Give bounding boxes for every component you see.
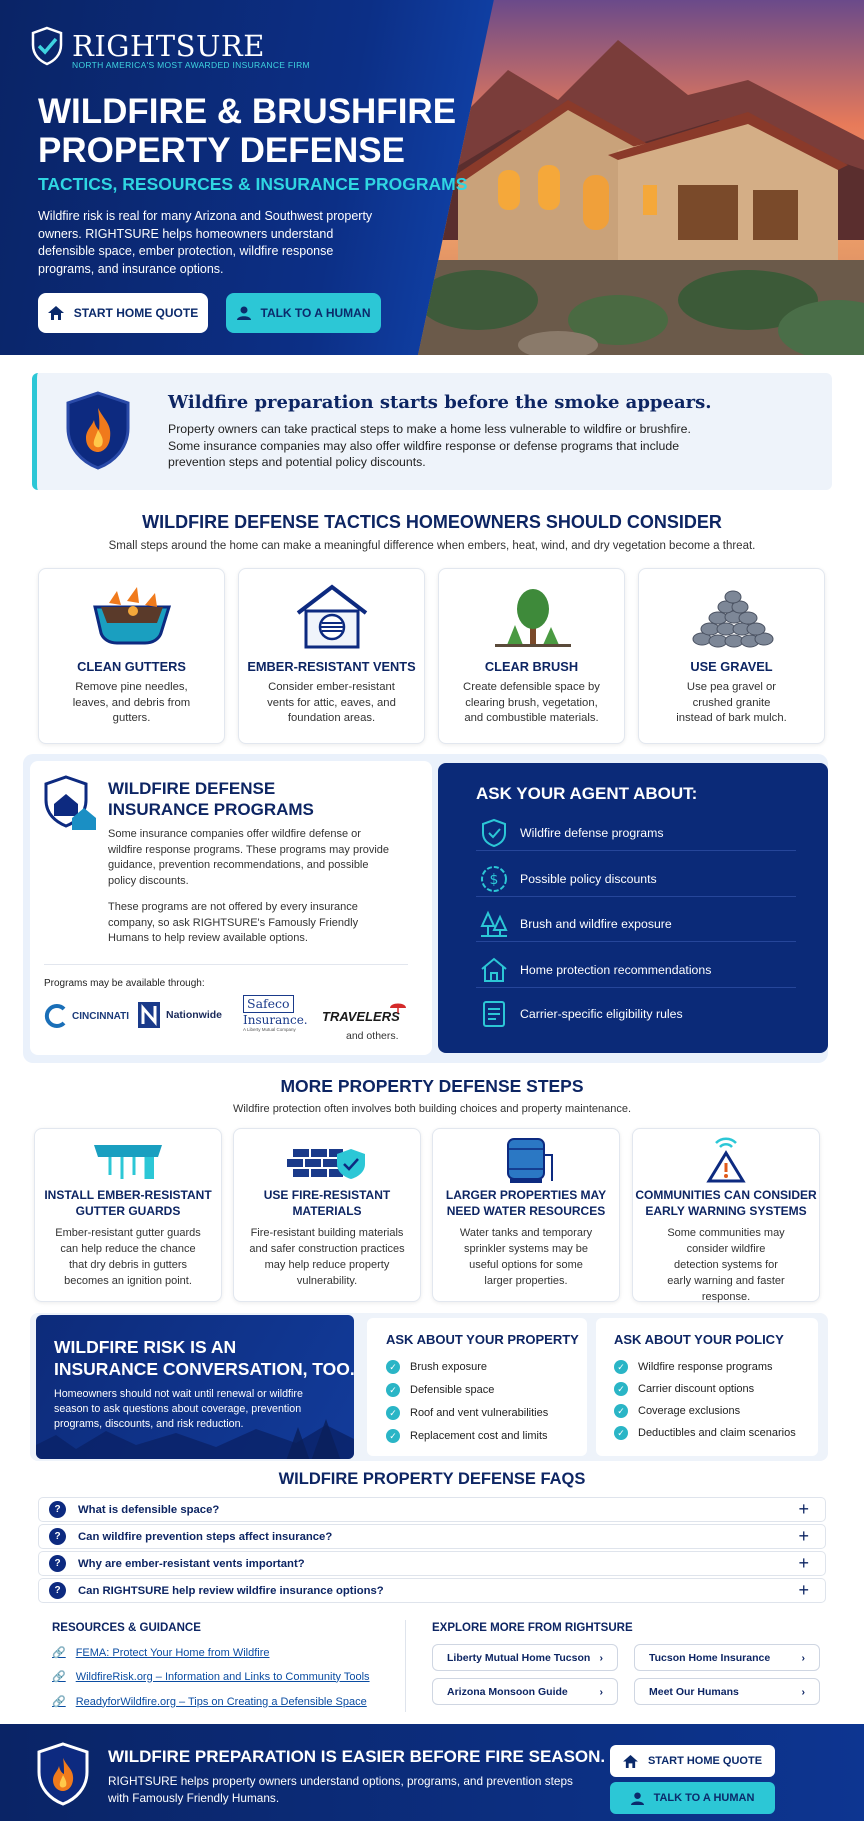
link-icon: 🔗 (52, 1696, 66, 1708)
chevron-right-icon: › (599, 1651, 603, 1664)
tactic-text: Remove pine needles, leaves, and debris from gutters. (72, 681, 191, 724)
programs-text-1: Some insurance companies offer wildfire defense or wildfire response programs. These programs may provide guidance, prevention recommendations, and possible policy discounts. (108, 828, 390, 887)
policy-questions-title: ASK ABOUT YOUR POLICY (614, 1332, 784, 1347)
step-title-line2: NEED WATER RESOURCES (446, 1204, 606, 1218)
explore-link-label: Liberty Mutual Home Tucson (447, 1651, 591, 1664)
resource-link-label: WildfireRisk.org – Information and Links to Community Tools (75, 1670, 370, 1683)
step-card-materials (233, 1128, 421, 1302)
step-title-line1: COMMUNITIES CAN CONSIDER (635, 1188, 817, 1202)
nationwide-logo-icon (136, 1000, 162, 1030)
hero-title: WILDFIRE & BRUSHFIRE PROPERTY DEFENSE (38, 92, 457, 170)
faq-question: What is defensible space? (78, 1503, 220, 1516)
fire-shield-icon (64, 390, 132, 470)
carrier-logo-nationwide (136, 1000, 222, 1030)
step-title-line2: EARLY WARNING SYSTEMS (645, 1204, 807, 1218)
tactic-text: Use pea gravel or crushed granite instead of bark mulch. (676, 681, 787, 724)
plus-icon: + (798, 1499, 809, 1519)
resource-link[interactable] (52, 1695, 367, 1708)
check-icon: ✓ (614, 1404, 628, 1418)
resources-title: RESOURCES & GUIDANCE (52, 1622, 201, 1634)
tactic-title: CLEAN GUTTERS (77, 659, 186, 674)
faq-item[interactable] (38, 1524, 826, 1549)
property-check-item (386, 1406, 548, 1420)
tactic-title: EMBER-RESISTANT VENTS (247, 659, 416, 674)
policy-check-item (614, 1404, 740, 1418)
ask-agent-label: Carrier-specific eligibility rules (520, 1007, 683, 1021)
more-steps-title: MORE PROPERTY DEFENSE STEPS (280, 1076, 584, 1096)
footer-talk-to-human-button[interactable] (610, 1782, 775, 1814)
tactic-card-vents (238, 568, 425, 744)
faq-title: WILDFIRE PROPERTY DEFENSE FAQS (278, 1470, 586, 1488)
home-icon (623, 1755, 638, 1768)
footer-start-home-quote-label: START HOME QUOTE (647, 1755, 763, 1767)
person-icon (631, 1792, 644, 1805)
check-label: Roof and vent vulnerabilities (410, 1407, 549, 1419)
risk-title-line2: INSURANCE CONVERSATION, TOO. (54, 1359, 355, 1379)
ask-agent-title: ASK YOUR AGENT ABOUT: (476, 784, 698, 803)
property-check-item (386, 1383, 494, 1397)
intro-title: Wildfire preparation starts before the smoke appears. (168, 392, 712, 413)
resource-link-label: ReadyforWildfire.org – Tips on Creating a Defensible Space (75, 1695, 367, 1708)
explore-title: EXPLORE MORE FROM RIGHTSURE (432, 1622, 633, 1634)
step-text: Fire-resistant building materials and safer construction practices may help reduce property vulnerability. (249, 1227, 405, 1287)
talk-to-human-button[interactable] (226, 293, 381, 333)
svg-text:$: $ (489, 871, 499, 888)
policy-check-item (614, 1360, 773, 1374)
programs-title-line2: INSURANCE PROGRAMS (108, 800, 314, 819)
ask-agent-label: Home protection recommendations (520, 962, 712, 977)
question-icon: ? (49, 1555, 66, 1572)
step-title-line2: GUTTER GUARDS (75, 1204, 181, 1218)
cincinnati-logo-icon (44, 1004, 68, 1028)
divider (44, 964, 408, 965)
footer-start-home-quote-button[interactable] (610, 1745, 775, 1777)
chevron-right-icon: › (801, 1685, 805, 1698)
tactic-card-brush (438, 568, 625, 744)
plus-icon: + (798, 1580, 809, 1600)
risk-title (54, 1336, 355, 1380)
step-title (234, 1187, 420, 1219)
faq-item[interactable] (38, 1551, 826, 1576)
explore-link-button[interactable] (432, 1678, 618, 1705)
ask-agent-label: Possible policy discounts (520, 871, 657, 886)
step-text: Ember-resistant gutter guards can help reduce the chance that dry debris in gutters becomes an ignition point. (55, 1227, 201, 1287)
check-label: Coverage exclusions (638, 1405, 741, 1417)
policy-check-item (614, 1382, 754, 1396)
tactic-title: CLEAR BRUSH (484, 659, 579, 674)
ask-agent-item (476, 996, 796, 1032)
tactics-subtitle: Small steps around the home can make a meaningful difference when embers, heat, wind, and dry vegetation become a threat. (108, 540, 756, 552)
step-text: Water tanks and temporary sprinkler systems may be useful options for some larger properties. (459, 1227, 593, 1287)
faq-item[interactable] (38, 1497, 826, 1522)
check-icon: ✓ (386, 1406, 400, 1420)
step-title (633, 1187, 819, 1219)
ask-agent-label: Wildfire defense programs (520, 825, 664, 840)
tree-icon (487, 581, 577, 651)
plus-icon: + (798, 1553, 809, 1573)
question-icon: ? (49, 1528, 66, 1545)
link-icon: 🔗 (52, 1647, 66, 1659)
check-label: Wildfire response programs (638, 1361, 773, 1373)
chevron-right-icon: › (599, 1685, 603, 1698)
umbrella-icon (389, 1000, 407, 1014)
footer-title: WILDFIRE PREPARATION IS EASIER BEFORE FIRE SEASON. (108, 1747, 606, 1766)
home-icon (48, 306, 64, 320)
programs-title-line1: WILDFIRE DEFENSE (108, 779, 276, 798)
trees-icon (479, 910, 509, 938)
warning-signal-icon (701, 1133, 751, 1185)
chevron-right-icon: › (801, 1651, 805, 1664)
start-home-quote-label: START HOME QUOTE (73, 306, 199, 320)
step-title-line2: MATERIALS (292, 1204, 362, 1218)
explore-link-label: Meet Our Humans (649, 1685, 739, 1698)
brand-name: RIGHTSURE (72, 29, 265, 63)
step-text: Some communities may consider wildfire detection systems for early warning and faster response. (667, 1227, 785, 1303)
step-card-water (432, 1128, 620, 1302)
resource-link[interactable] (52, 1646, 269, 1659)
shield-check-icon (30, 26, 64, 66)
explore-link-label: Arizona Monsoon Guide (447, 1685, 568, 1698)
footer-talk-to-human-label: TALK TO A HUMAN (653, 1792, 755, 1804)
check-label: Deductibles and claim scenarios (638, 1427, 796, 1439)
ask-agent-item (476, 906, 796, 942)
ask-agent-label: Brush and wildfire exposure (520, 916, 672, 931)
faq-question: Why are ember-resistant vents important? (78, 1557, 305, 1570)
carrier-logo-safeco (243, 995, 308, 1032)
explore-link-button[interactable] (634, 1678, 820, 1705)
risk-text: Homeowners should not wait until renewal or wildfire season to ask questions about coverage, prevention programs, discounts, and risk reduction. (54, 1388, 303, 1430)
property-check-item (386, 1360, 487, 1374)
divider (405, 1620, 406, 1712)
resource-link[interactable] (52, 1670, 370, 1683)
talk-to-human-label: TALK TO A HUMAN (260, 306, 371, 320)
carrier-name: CINCINNATI (72, 1010, 130, 1022)
check-icon: ✓ (614, 1382, 628, 1396)
programs-text-2: These programs are not offered by every insurance company, so ask RIGHTSURE's Famously Friendly Humans to help review available options. (108, 901, 359, 944)
question-icon: ? (49, 1501, 66, 1518)
link-icon: 🔗 (52, 1671, 66, 1683)
ask-agent-item (476, 952, 796, 988)
carrier-name: Insurance. (243, 1013, 308, 1027)
footer-text: RIGHTSURE helps property owners understand options, programs, and prevention steps with Famously Friendly Humans. (108, 1774, 573, 1805)
check-icon: ✓ (386, 1429, 400, 1443)
water-tank-icon (496, 1133, 556, 1185)
check-label: Defensible space (410, 1384, 495, 1396)
ask-agent-item (476, 861, 796, 897)
check-label: Carrier discount options (638, 1383, 755, 1395)
tactic-text: Consider ember-resistant vents for attic, eaves, and foundation areas. (267, 681, 396, 724)
check-icon: ✓ (386, 1383, 400, 1397)
person-icon (237, 306, 251, 320)
tactics-title: WILDFIRE DEFENSE TACTICS HOMEOWNERS SHOULD CONSIDER (142, 512, 722, 532)
carrier-name-travelers: TRAVELERS (322, 1009, 400, 1024)
step-title (35, 1187, 221, 1219)
hero-subtitle: TACTICS, RESOURCES & INSURANCE PROGRAMS (38, 174, 468, 194)
policy-check-item (614, 1426, 796, 1440)
tactic-text: Create defensible space by clearing brush, vegetation, and combustible materials. (463, 681, 600, 724)
explore-link-button[interactable] (634, 1644, 820, 1671)
faq-item[interactable] (38, 1578, 826, 1603)
gutter-guard-icon (88, 1137, 168, 1183)
faq-question: Can wildfire prevention steps affect insurance? (78, 1530, 333, 1543)
risk-title-line1: WILDFIRE RISK IS AN (54, 1337, 237, 1357)
ask-agent-item (476, 815, 796, 851)
explore-link-button[interactable] (432, 1644, 618, 1671)
fire-shield-icon (36, 1742, 90, 1806)
explore-link-label: Tucson Home Insurance (649, 1651, 771, 1664)
property-check-item (386, 1429, 548, 1443)
question-icon: ? (49, 1582, 66, 1599)
hero-description: Wildfire risk is real for many Arizona and Southwest property owners. RIGHTSURE helps homeowners understand defensible space, ember protection, wildfire response programs, and insurance options. (38, 209, 373, 276)
hero-house-photo (418, 0, 864, 355)
step-card-gutter-guards (34, 1128, 222, 1302)
shield-check-icon (481, 818, 507, 848)
house-vent-icon (292, 581, 372, 651)
resource-link-label: FEMA: Protect Your Home from Wildfire (75, 1646, 270, 1659)
step-title (433, 1187, 619, 1219)
carrier-note: A Liberty Mutual Company (243, 1027, 296, 1032)
check-label: Brush exposure (410, 1361, 488, 1373)
carrier-name: Safeco (243, 995, 294, 1013)
plus-icon: + (798, 1526, 809, 1546)
step-title-line1: USE FIRE-RESISTANT (263, 1188, 391, 1202)
carrier-others: and others. (346, 1030, 399, 1042)
checklist-icon (482, 1000, 506, 1028)
more-steps-subtitle: Wildfire protection often involves both building choices and property maintenance. (232, 1103, 632, 1115)
programs-title (108, 778, 314, 820)
faq-question: Can RIGHTSURE help review wildfire insurance options? (78, 1584, 384, 1597)
tactic-card-gutters (38, 568, 225, 744)
tactic-card-gravel (638, 568, 825, 744)
step-title-line1: INSTALL EMBER-RESISTANT (44, 1188, 212, 1202)
gutter-icon (87, 583, 177, 651)
dollar-badge-icon (480, 865, 508, 893)
carrier-logo-cincinnati (44, 1004, 129, 1028)
house-shield-icon (42, 774, 98, 830)
programs-available-label: Programs may be available through: (44, 978, 205, 989)
carrier-name: Nationwide (166, 1009, 223, 1021)
check-icon: ✓ (386, 1360, 400, 1374)
property-questions-title: ASK ABOUT YOUR PROPERTY (386, 1332, 579, 1347)
step-card-warning (632, 1128, 820, 1302)
home-outline-icon (480, 957, 508, 983)
intro-text: Property owners can take practical steps to make a home less vulnerable to wildfire or brushfire. Some insurance companies may also offer wildfire response or defense programs that include prevention steps and potential policy discounts. (168, 422, 691, 469)
step-title-line1: LARGER PROPERTIES MAY (445, 1188, 607, 1202)
check-label: Replacement cost and limits (410, 1430, 548, 1442)
brick-shield-icon (287, 1137, 367, 1183)
gravel-icon (684, 587, 780, 649)
check-icon: ✓ (614, 1426, 628, 1440)
brand-tagline: NORTH AMERICA'S MOST AWARDED INSURANCE FIRM (72, 60, 310, 70)
start-home-quote-button[interactable] (38, 293, 208, 333)
check-icon: ✓ (614, 1360, 628, 1374)
tactic-title: USE GRAVEL (690, 659, 773, 674)
